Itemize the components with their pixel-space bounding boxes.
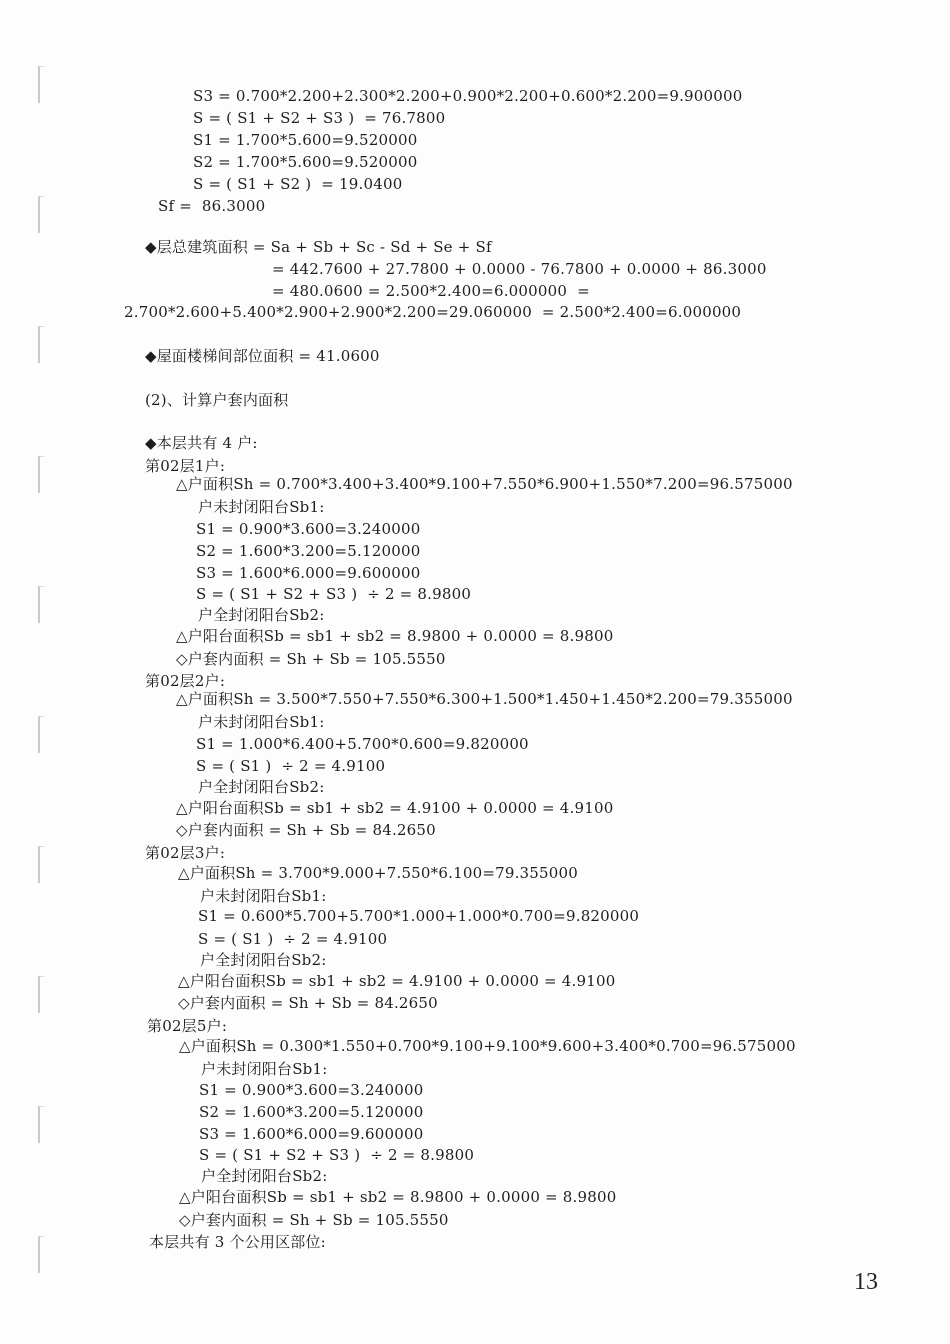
calc-line: △户阳台面积Sb = sb1 + sb2 = 8.9800 + 0.0000 = 8.9800 — [179, 1188, 617, 1206]
calc-line: ◇户套内面积 = Sh + Sb = 105.5550 — [176, 650, 446, 668]
calc-line: S3 = 0.700*2.200+2.300*2.200+0.900*2.200+0.600*2.200=9.900000 — [193, 87, 743, 105]
calc-line: ◇户套内面积 = Sh + Sb = 84.2650 — [176, 821, 436, 839]
calc-line: S = ( S1 + S2 + S3 ) = 76.7800 — [193, 109, 446, 127]
binder-mark — [38, 66, 44, 103]
binder-mark — [38, 1236, 44, 1273]
calc-line: 户未封闭阳台Sb1: — [198, 713, 325, 731]
binder-mark — [38, 586, 44, 623]
section-heading: (2)、计算户套内面积 — [145, 391, 289, 409]
calc-line: 户全封闭阳台Sb2: — [198, 778, 325, 796]
calc-line: ◇户套内面积 = Sh + Sb = 84.2650 — [178, 994, 438, 1012]
calc-line: △户面积Sh = 0.700*3.400+3.400*9.100+7.550*6.900+1.550*7.200=96.575000 — [176, 475, 793, 493]
calc-line: S1 = 1.000*6.400+5.700*0.600=9.820000 — [196, 735, 529, 753]
unit-heading: 第02层5户: — [147, 1017, 228, 1035]
binder-mark — [38, 846, 44, 883]
page-number: 13 — [854, 1269, 878, 1295]
binder-mark — [38, 196, 44, 233]
unit-heading: 第02层3户: — [145, 844, 226, 862]
calc-line: 户全封闭阳台Sb2: — [198, 606, 325, 624]
calc-line: S = ( S1 ) ÷ 2 = 4.9100 — [196, 757, 386, 775]
calc-line: S = ( S1 + S2 + S3 ) ÷ 2 = 8.9800 — [196, 585, 472, 603]
calc-line: △户阳台面积Sb = sb1 + sb2 = 4.9100 + 0.0000 = 4.9100 — [178, 972, 616, 990]
calc-line: S3 = 1.600*6.000=9.600000 — [196, 564, 421, 582]
calc-line: S = ( S1 + S2 + S3 ) ÷ 2 = 8.9800 — [199, 1146, 475, 1164]
calc-line: S1 = 1.700*5.600=9.520000 — [193, 131, 418, 149]
public-area-count: 本层共有 3 个公用区部位: — [149, 1233, 326, 1251]
calc-line: ◇户套内面积 = Sh + Sb = 105.5550 — [179, 1211, 449, 1229]
calc-line: S1 = 0.900*3.600=3.240000 — [199, 1081, 424, 1099]
calc-line: S2 = 1.600*3.200=5.120000 — [196, 542, 421, 560]
calc-line: S = ( S1 ) ÷ 2 = 4.9100 — [198, 930, 388, 948]
binder-mark — [38, 716, 44, 753]
calc-line: △户面积Sh = 0.300*1.550+0.700*9.100+9.100*9.600+3.400*0.700=96.575000 — [179, 1037, 796, 1055]
calc-line: = 442.7600 + 27.7800 + 0.0000 - 76.7800 + 0.0000 + 86.3000 — [272, 260, 767, 278]
floor-total-area-heading: ◆层总建筑面积 = Sa + Sb + Sc - Sd + Se + Sf — [145, 238, 492, 256]
calc-line: 2.700*2.600+5.400*2.900+2.900*2.200=29.060000 = 2.500*2.400=6.000000 — [124, 303, 742, 321]
calc-line: S1 = 0.600*5.700+5.700*1.000+1.000*0.700=9.820000 — [198, 907, 640, 925]
calc-line: △户面积Sh = 3.700*9.000+7.550*6.100=79.355000 — [178, 864, 578, 882]
calc-line: = 480.0600 = 2.500*2.400=6.000000 = — [272, 282, 590, 300]
binder-mark — [38, 1106, 44, 1143]
unit-heading: 第02层2户: — [145, 672, 226, 690]
calc-line: 户全封闭阳台Sb2: — [200, 951, 327, 969]
calc-line: S3 = 1.600*6.000=9.600000 — [199, 1125, 424, 1143]
calc-line: 户未封闭阳台Sb1: — [201, 1060, 328, 1078]
binder-mark — [38, 456, 44, 493]
calc-line: △户面积Sh = 3.500*7.550+7.550*6.300+1.500*1.450+1.450*2.200=79.355000 — [176, 690, 793, 708]
binder-mark — [38, 326, 44, 363]
calc-line: S2 = 1.700*5.600=9.520000 — [193, 153, 418, 171]
binder-mark — [38, 976, 44, 1013]
roof-stair-area: ◆屋面楼梯间部位面积 = 41.0600 — [145, 347, 380, 365]
calc-line: S2 = 1.600*3.200=5.120000 — [199, 1103, 424, 1121]
calc-line: 户全封闭阳台Sb2: — [201, 1167, 328, 1185]
calc-line: 户未封闭阳台Sb1: — [200, 887, 327, 905]
calc-line: △户阳台面积Sb = sb1 + sb2 = 4.9100 + 0.0000 = 4.9100 — [176, 799, 614, 817]
unit-count: ◆本层共有 4 户: — [145, 434, 258, 452]
calc-line: Sf = 86.3000 — [158, 197, 266, 215]
calc-line: S1 = 0.900*3.600=3.240000 — [196, 520, 421, 538]
calc-line: S = ( S1 + S2 ) = 19.0400 — [193, 175, 403, 193]
calc-line: △户阳台面积Sb = sb1 + sb2 = 8.9800 + 0.0000 = 8.9800 — [176, 627, 614, 645]
calc-line: 户未封闭阳台Sb1: — [198, 498, 325, 516]
unit-heading: 第02层1户: — [145, 457, 226, 475]
